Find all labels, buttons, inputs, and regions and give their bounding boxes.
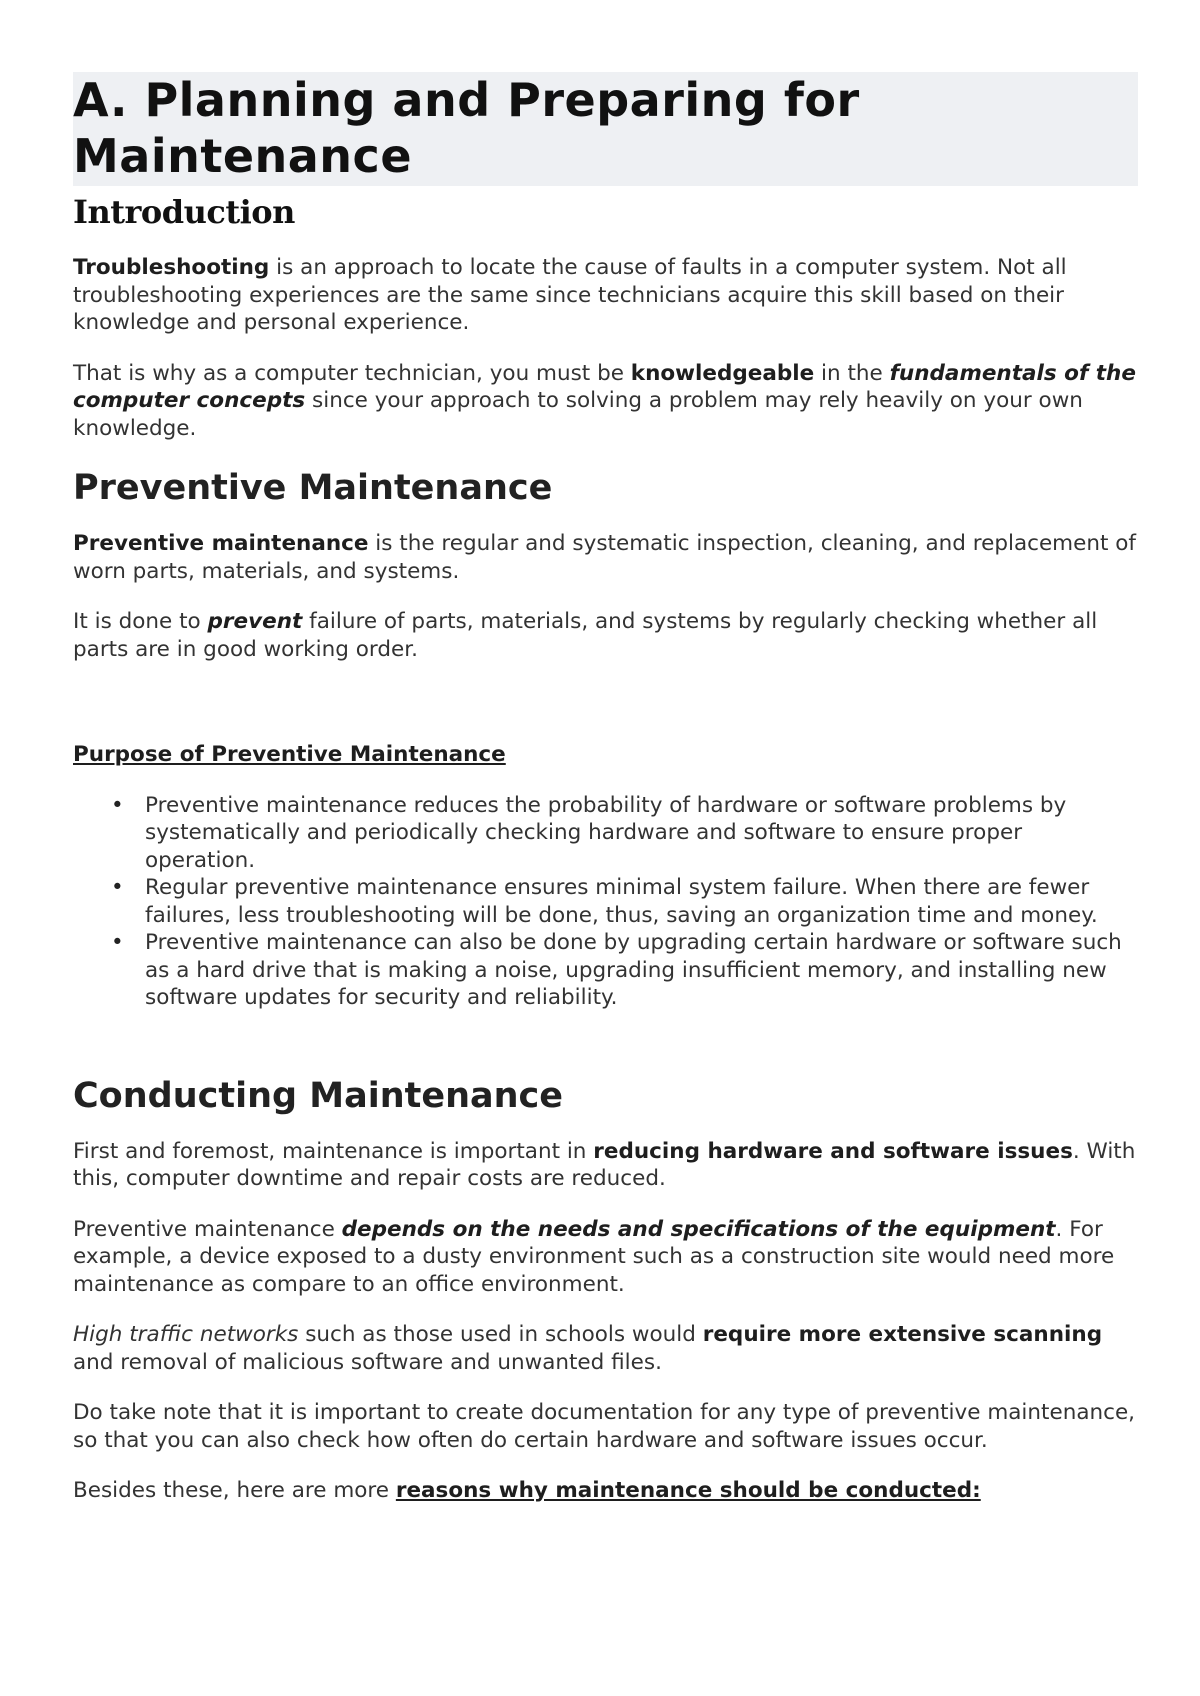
reducing-issues-term: reducing hardware and software issues <box>593 1138 1073 1164</box>
prevent-term: prevent <box>207 609 303 634</box>
list-item: • Preventive maintenance can also be done by upgrading certain hardware or software such as a hard drive that is making a noise, upgrading insufficient memory, and installing new software updates for security and reliability. <box>111 930 1122 1010</box>
purpose-heading: Purpose of Preventive Maintenance <box>73 742 506 767</box>
depends-term: depends on the needs and specifications of the equipment <box>341 1216 1056 1242</box>
conducting-paragraph-5: Besides these, here are more reasons why maintenance should be conducted: <box>73 1478 981 1503</box>
page-title: A. Planning and Preparing for Maintenance <box>73 73 860 183</box>
preventive-paragraph-2: It is done to prevent failure of parts, materials, and systems by regularly checking whether all parts are in good working order. <box>73 609 1098 662</box>
list-item: • Regular preventive maintenance ensures minimal system failure. When there are fewer failures, less troubleshooting will be done, thus, saving an organization time and money. <box>111 875 1098 928</box>
reasons-term: reasons why maintenance should be conducted: <box>395 1478 981 1503</box>
conducting-paragraph-4: Do take note that it is important to create documentation for any type of preventive maintenance, so that you can also check how often do certain hardware and software issues occur. <box>73 1400 1136 1453</box>
title-block <box>73 72 1138 186</box>
conducting-paragraph-3: High traffic networks such as those used in schools would require more extensive scanning and removal of malicious software and unwanted files. <box>73 1322 1103 1375</box>
preventive-paragraph-1: Preventive maintenance is the regular and systematic inspection, cleaning, and replacement of worn parts, materials, and systems. <box>73 531 1136 584</box>
bullet-icon: • <box>111 792 124 818</box>
high-traffic-term: High traffic networks <box>73 1322 299 1347</box>
preventive-maintenance-term: Preventive maintenance <box>73 531 369 556</box>
conducting-paragraph-1: First and foremost, maintenance is important in reducing hardware and software issues. With this, computer downtime and repair costs are reduced. <box>73 1138 1136 1191</box>
document-page <box>73 72 1138 1505</box>
introduction-heading: Introduction <box>73 193 295 231</box>
purpose-list <box>73 792 1138 1012</box>
bullet-icon: • <box>111 875 124 900</box>
conducting-maintenance-heading: Conducting Maintenance <box>73 1075 564 1116</box>
fundamentals-term: fundamentals of the computer concepts <box>73 360 1136 413</box>
list-item: • Preventive maintenance reduces the probability of hardware or software problems by systematically and periodically checking hardware and software to ensure proper operation. <box>111 792 1067 873</box>
conducting-paragraph-2: Preventive maintenance depends on the needs and specifications of the equipment. For example, a device exposed to a dusty environment such as a construction site would need more maintenance as compare to an office environment. <box>73 1216 1115 1297</box>
intro-paragraph-2: That is why as a computer technician, you must be knowledgeable in the fundamentals of the computer concepts since your approach to solving a problem may rely heavily on your own knowledge. <box>73 360 1136 441</box>
intro-paragraph-1: Troubleshooting is an approach to locate the cause of faults in a computer system. Not all troubleshooting experiences are the same since technicians acquire this skill based on their knowledge and personal experience. <box>73 255 1067 335</box>
extensive-scanning-term: require more extensive scanning <box>702 1322 1103 1347</box>
preventive-maintenance-heading: Preventive Maintenance <box>73 468 553 508</box>
bullet-icon: • <box>111 930 124 955</box>
troubleshooting-term: Troubleshooting <box>73 255 270 280</box>
knowledgeable-term: knowledgeable <box>630 360 815 386</box>
